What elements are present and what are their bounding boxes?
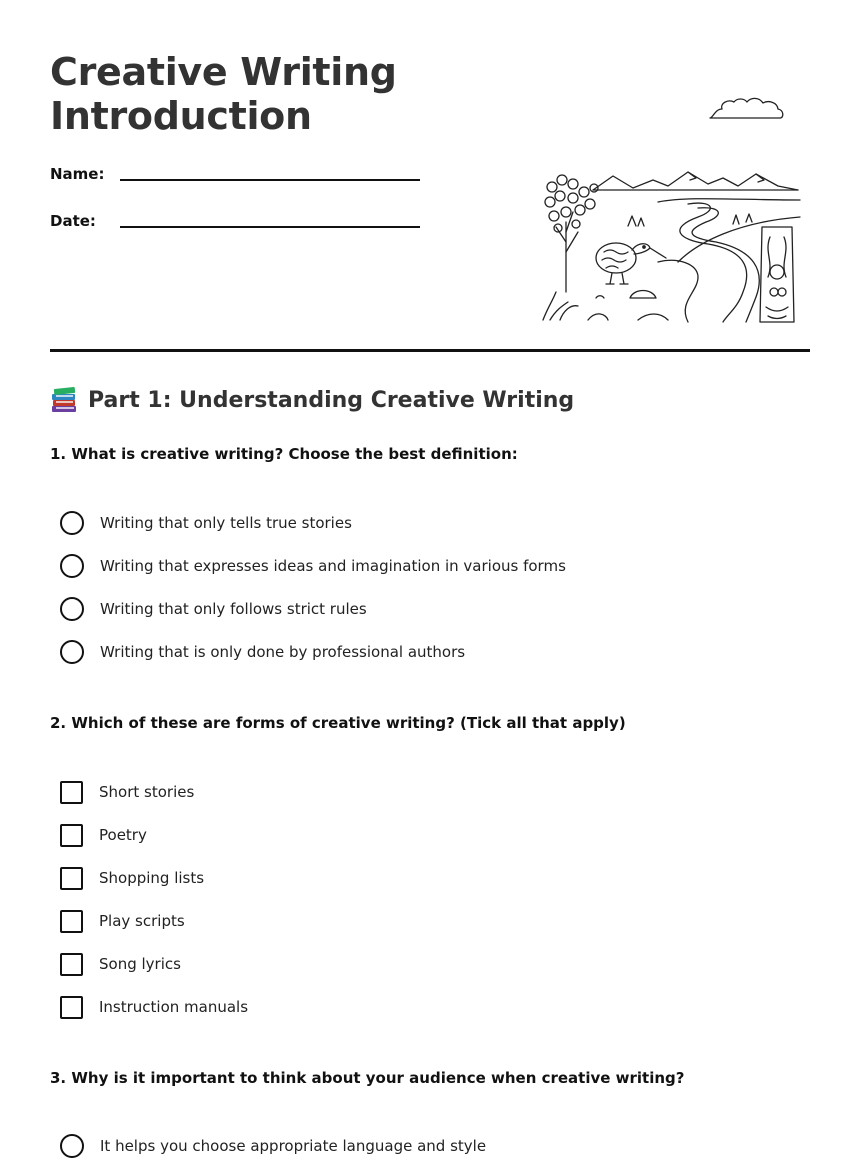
option-label: Play scripts bbox=[99, 912, 185, 930]
option-label: Short stories bbox=[99, 783, 195, 801]
header-divider bbox=[50, 349, 810, 352]
q1-option-4[interactable] bbox=[60, 640, 465, 664]
date-label: Date: bbox=[50, 212, 96, 230]
radio-button[interactable] bbox=[60, 1134, 84, 1158]
landscape-kiwi-river-illustration bbox=[538, 92, 803, 324]
checkbox[interactable] bbox=[60, 781, 83, 804]
option-label: Writing that only tells true stories bbox=[100, 514, 352, 532]
name-field bbox=[50, 165, 120, 183]
option-label: Shopping lists bbox=[99, 869, 205, 887]
q1-option-2[interactable] bbox=[60, 554, 566, 578]
radio-button[interactable] bbox=[60, 511, 84, 535]
option-label: Song lyrics bbox=[99, 955, 181, 973]
q2-option-2[interactable] bbox=[60, 823, 147, 847]
q2-option-6[interactable] bbox=[60, 995, 248, 1019]
section-title: Part 1: Understanding Creative Writing bbox=[88, 387, 575, 413]
checkbox[interactable] bbox=[60, 824, 83, 847]
title-line-1: Creative Writing bbox=[50, 50, 397, 94]
q1-option-1[interactable] bbox=[60, 511, 352, 535]
radio-button[interactable] bbox=[60, 554, 84, 578]
q2-option-5[interactable] bbox=[60, 952, 181, 976]
q2-option-1[interactable] bbox=[60, 780, 194, 804]
name-label: Name: bbox=[50, 165, 105, 183]
books-icon bbox=[50, 386, 78, 414]
option-label: Poetry bbox=[99, 826, 147, 844]
q2-option-4[interactable] bbox=[60, 909, 185, 933]
question-1: 1. What is creative writing? Choose the best definition: bbox=[50, 445, 518, 463]
option-label: It helps you choose appropriate language and style bbox=[100, 1137, 487, 1155]
option-label: Writing that is only done by professional authors bbox=[100, 643, 466, 661]
q3-option-1[interactable] bbox=[60, 1134, 486, 1158]
radio-button[interactable] bbox=[60, 640, 84, 664]
radio-button[interactable] bbox=[60, 597, 84, 621]
checkbox[interactable] bbox=[60, 996, 83, 1019]
q2-option-3[interactable] bbox=[60, 866, 204, 890]
date-field bbox=[50, 212, 120, 230]
checkbox[interactable] bbox=[60, 953, 83, 976]
question-3: 3. Why is it important to think about your audience when creative writing? bbox=[50, 1069, 685, 1087]
name-input-line[interactable] bbox=[120, 179, 420, 181]
checkbox[interactable] bbox=[60, 910, 83, 933]
section-heading bbox=[50, 386, 574, 414]
checkbox[interactable] bbox=[60, 867, 83, 890]
title-line-2: Introduction bbox=[50, 94, 312, 138]
option-label: Instruction manuals bbox=[99, 998, 249, 1016]
option-label: Writing that only follows strict rules bbox=[100, 600, 367, 618]
page-title bbox=[50, 50, 397, 138]
question-2: 2. Which of these are forms of creative writing? (Tick all that apply) bbox=[50, 714, 626, 732]
option-label: Writing that expresses ideas and imagination in various forms bbox=[100, 557, 566, 575]
cloud-icon bbox=[710, 98, 783, 118]
date-input-line[interactable] bbox=[120, 226, 420, 228]
q1-option-3[interactable] bbox=[60, 597, 367, 621]
